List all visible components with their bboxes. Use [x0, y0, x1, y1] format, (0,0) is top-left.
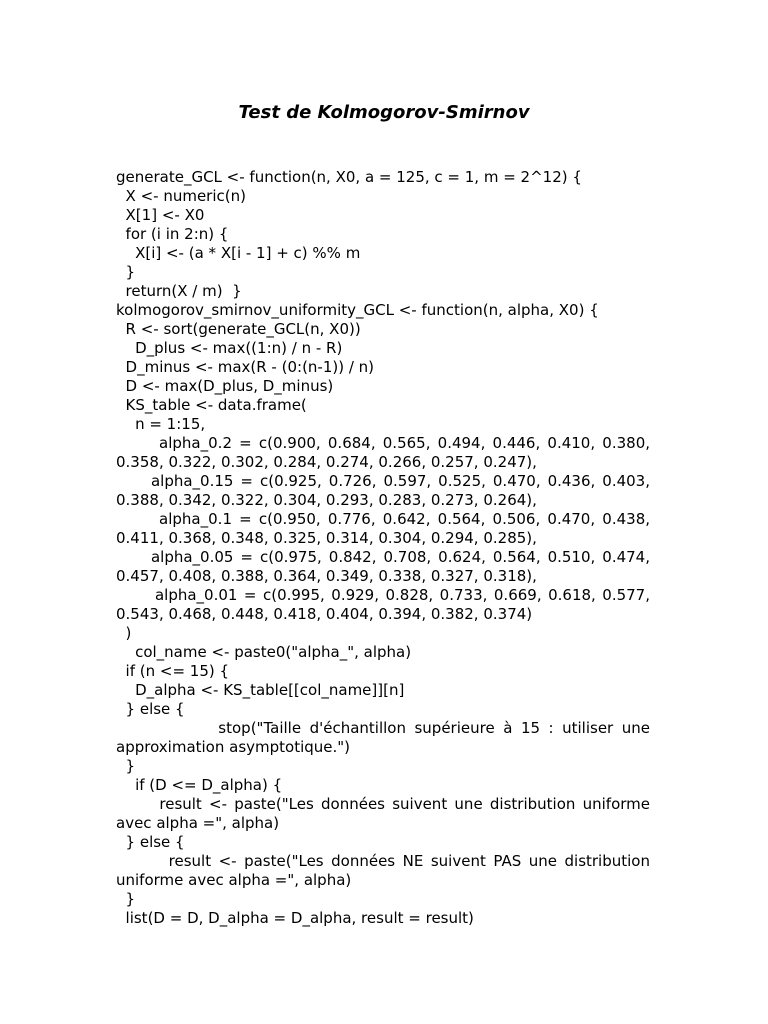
code-listing [116, 168, 655, 928]
code-line: n = 1:15, [116, 415, 206, 433]
code-line: if (D <= D_alpha) { [116, 776, 283, 794]
code-line: R <- sort(generate_GCL(n, X0)) [116, 320, 361, 338]
code-line: D_alpha <- KS_table[[col_name]][n] [116, 681, 405, 699]
code-line: generate_GCL <- function(n, X0, a = 125, c = 1, m = 2^12) { [116, 168, 582, 186]
code-line: if (n <= 15) { [116, 662, 230, 680]
code-paragraph: result <- paste("Les données suivent une distribution uniforme avec alpha =", alpha) [116, 795, 655, 832]
code-line: col_name <- paste0("alpha_", alpha) [116, 643, 412, 661]
code-line: } [116, 263, 136, 281]
code-line: kolmogorov_smirnov_uniformity_GCL <- function(n, alpha, X0) { [116, 301, 599, 319]
code-line: for (i in 2:n) { [116, 225, 229, 243]
code-line: X[1] <- X0 [116, 206, 205, 224]
code-line: } [116, 890, 136, 908]
code-line: KS_table <- data.frame( [116, 396, 307, 414]
code-line: X <- numeric(n) [116, 187, 246, 205]
code-line: return(X / m) } [116, 282, 242, 300]
code-line: } else { [116, 833, 185, 851]
code-paragraph: alpha_0.2 = c(0.900, 0.684, 0.565, 0.494, 0.446, 0.410, 0.380, 0.358, 0.322, 0.302, 0.284, 0.274, 0.266, 0.257, 0.247), [116, 434, 655, 471]
code-paragraph: alpha_0.01 = c(0.995, 0.929, 0.828, 0.733, 0.669, 0.618, 0.577, 0.543, 0.468, 0.448, 0.418, 0.404, 0.394, 0.382, 0.374) [116, 586, 655, 623]
code-line: D_minus <- max(R - (0:(n-1)) / n) [116, 358, 375, 376]
code-line: D_plus <- max((1:n) / n - R) [116, 339, 343, 357]
code-line: ) [116, 624, 132, 642]
code-line: list(D = D, D_alpha = D_alpha, result = result) [116, 909, 474, 927]
code-line: D <- max(D_plus, D_minus) [116, 377, 334, 395]
code-line: X[i] <- (a * X[i - 1] + c) %% m [116, 244, 361, 262]
code-paragraph: result <- paste("Les données NE suivent PAS une distribution uniforme avec alpha =", alpha) [116, 852, 655, 889]
code-line: } else { [116, 700, 185, 718]
code-paragraph: alpha_0.15 = c(0.925, 0.726, 0.597, 0.525, 0.470, 0.436, 0.403, 0.388, 0.342, 0.322, 0.304, 0.293, 0.283, 0.273, 0.264), [116, 472, 655, 509]
code-paragraph: alpha_0.1 = c(0.950, 0.776, 0.642, 0.564, 0.506, 0.470, 0.438, 0.411, 0.368, 0.348, 0.325, 0.314, 0.304, 0.294, 0.285), [116, 510, 655, 547]
code-line: } [116, 757, 136, 775]
code-paragraph: alpha_0.05 = c(0.975, 0.842, 0.708, 0.624, 0.564, 0.510, 0.474, 0.457, 0.408, 0.388, 0.364, 0.349, 0.338, 0.327, 0.318), [116, 548, 655, 585]
code-paragraph: stop("Taille d'échantillon supérieure à 15 : utiliser une approximation asymptotique.") [116, 719, 655, 756]
document-title: Test de Kolmogorov-Smirnov [238, 102, 530, 123]
